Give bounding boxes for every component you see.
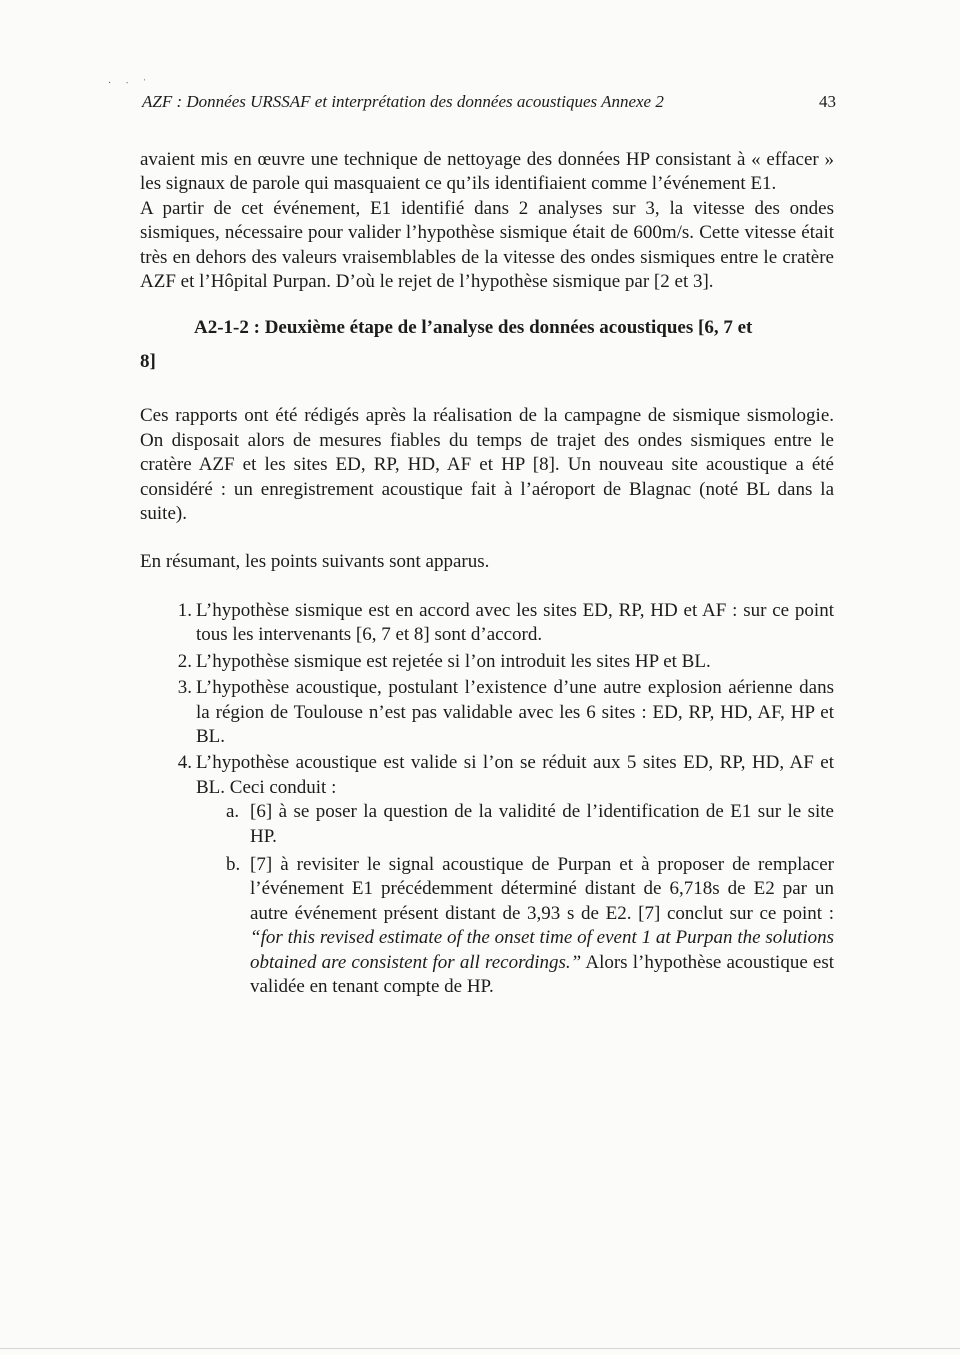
sublist-item-letter: a. [226,801,240,823]
section-heading-text: A2-1-2 : Deuxième étape de l’analyse des données acoustiques [6, 7 et [194,317,753,339]
paragraph: En résumant, les points suivants sont apparus. [140,551,490,573]
header-title: AZF : Données URSSAF et interprétation des données acoustiques Annexe 2 [142,92,664,111]
list-item-number: 1. [177,599,192,621]
page-header [142,92,836,112]
english-quote: “for this revised estimate of the onset time of event 1 at Purpan the solutions obtained are consistent for all recordings.” [250,927,834,973]
list-item [177,676,834,749]
list-item [177,599,834,648]
sublist-item [226,853,834,999]
sublist-item-text: [7] à revisiter le signal acoustique de Purpan et à proposer de remplacer l’événement E1 précédemment déterminé distant de 6,718s de E2 par un autre événement présent distant de 3,93 s de E2. [7] conclut sur ce point : [250,853,834,924]
page-body [140,148,834,1003]
list-item-text: L’hypothèse sismique est rejetée si l’on introduit les sites HP et BL. [196,650,711,672]
list-item [177,751,834,999]
page-number: 43 [819,92,836,111]
list-item-text: L’hypothèse acoustique est valide si l’on se réduit aux 5 sites ED, RP, HD, AF et BL. Ceci conduit : [196,752,834,798]
section-heading [140,316,834,374]
list-item-text: L’hypothèse sismique est en accord avec les sites ED, RP, HD et AF : sur ce point tous les intervenants [6, 7 et 8] sont d’accord. [196,599,834,646]
list-item [177,650,834,674]
paragraph: A partir de cet événement, E1 identifié dans 2 analyses sur 3, la vitesse des ondes sismiques, nécessaire pour valider l’hypothèse sismique était de 600m/s. Cette vitesse était très en dehors des valeurs vraisemblables de la vitesse des ondes sismiques entre le cratère AZF et l’Hôpital Purpan. D’où le rejet de l’hypothèse sismique par [2 et 3]. [140,197,834,293]
numbered-list [140,599,834,1000]
sublist-item-text-end: Alors l’hypothèse acoustique est validée en tenant compte de HP. [250,951,834,997]
list-item-text: L’hypothèse acoustique, postulant l’existence d’une autre explosion aérienne dans la région de Toulouse n’est pas validable avec les 6 sites : ED, RP, HD, AF, HP et BL. [196,677,834,747]
sublist-item-letter: b. [226,853,241,875]
list-item-number: 3. [177,677,192,699]
list-item-number: 2. [177,650,192,672]
lettered-sublist [196,800,834,999]
scan-specks: · ∙ ˈ [108,78,153,89]
paragraph: Ces rapports ont été rédigés après la réalisation de la campagne de sismique sismologie. On disposait alors de mesures fiables du temps de trajet des ondes sismiques entre le cratère AZF et les sites ED, RP, HD, AF et HP [8]. Un nouveau site acoustique a été considéré : un enregistrement acoustique fait à l’aéroport de Blagnac (noté BL dans la suite). [140,405,834,525]
paragraph: avaient mis en œuvre une technique de nettoyage des données HP consistant à « effacer » les signaux de parole qui masquaient ce qu’ils identifiaient comme l’événement E1. [140,149,834,195]
section-heading-continuation: 8] [140,351,156,373]
sublist-item-text: [6] à se poser la question de la validité de l’identification de E1 sur le site HP. [250,801,834,847]
sublist-item [226,800,834,849]
page-edge-rule [0,1348,960,1349]
list-item-number: 4. [177,752,192,774]
